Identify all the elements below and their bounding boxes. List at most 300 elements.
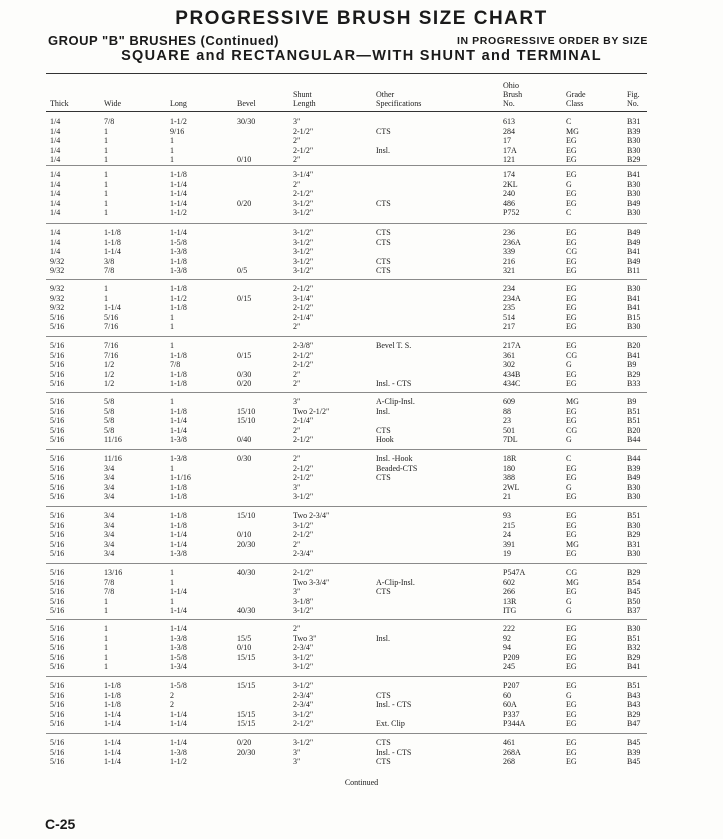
cell-long: 1 xyxy=(170,341,174,350)
cell-long: 1-3/8 xyxy=(170,435,187,444)
row-group xyxy=(48,341,648,389)
cell-long: 1 xyxy=(170,596,174,606)
cell-no: 321 xyxy=(503,266,515,275)
cell-long: 7/8 xyxy=(170,360,181,369)
cell-shunt: 2" xyxy=(293,322,301,331)
cell-thick: 1/4 xyxy=(50,247,61,256)
cell-no: 434B xyxy=(503,369,521,379)
cell-grade: EG xyxy=(566,520,577,530)
cell-shunt: 3-1/2" xyxy=(293,709,314,719)
cell-no: 434C xyxy=(503,379,521,388)
cell-spec: Insl. - CTS xyxy=(376,747,412,757)
cell-shunt: 2" xyxy=(293,136,301,145)
cell-thick: 1/4 xyxy=(50,170,61,179)
cell-grade: MG xyxy=(566,539,579,549)
cell-wide: 1 xyxy=(104,606,108,615)
cell-grade: EG xyxy=(566,312,577,322)
cell-thick: 5/16 xyxy=(50,633,65,643)
table-row xyxy=(48,146,648,156)
table-row xyxy=(48,568,648,578)
cell-spec: CTS xyxy=(376,228,391,237)
cell-wide: 1-1/8 xyxy=(104,237,121,247)
group-divider xyxy=(46,392,647,393)
table-row xyxy=(48,228,648,238)
cell-shunt: 2" xyxy=(293,539,301,549)
cell-thick: 5/16 xyxy=(50,624,65,633)
cell-thick: 5/16 xyxy=(50,425,65,435)
cell-spec: CTS xyxy=(376,256,391,266)
cell-shunt: 3-1/2" xyxy=(293,228,314,237)
table-row xyxy=(48,681,648,691)
cell-grade: EG xyxy=(566,341,577,350)
cell-bevel: 15/10 xyxy=(237,406,256,416)
table-row xyxy=(48,454,648,464)
cell-grade: CG xyxy=(566,350,578,360)
cell-long: 1-1/8 xyxy=(170,482,187,492)
cell-thick: 5/16 xyxy=(50,700,65,709)
cell-grade: EG xyxy=(566,136,577,145)
cell-no: 88 xyxy=(503,406,511,416)
cell-fig: B49 xyxy=(627,256,641,266)
table-row xyxy=(48,521,648,531)
cell-no: 391 xyxy=(503,539,515,549)
table-row xyxy=(48,313,648,323)
cell-long: 1-1/4 xyxy=(170,530,187,539)
cell-wide: 1 xyxy=(104,284,108,293)
table-row xyxy=(48,634,648,644)
cell-shunt: 2" xyxy=(293,379,301,388)
cell-shunt: 3-1/2" xyxy=(293,492,314,501)
table-row xyxy=(48,511,648,521)
cell-long: 1-5/8 xyxy=(170,681,187,690)
cell-long: 1-1/8 xyxy=(170,520,187,530)
table-row xyxy=(48,473,648,483)
cell-grade: EG xyxy=(566,587,577,596)
cell-thick: 5/16 xyxy=(50,520,65,530)
cell-shunt: 2-1/2" xyxy=(293,189,314,198)
cell-fig: B54 xyxy=(627,577,641,587)
cell-long: 1 xyxy=(170,397,174,406)
cell-no: 501 xyxy=(503,425,515,435)
cell-thick: 5/16 xyxy=(50,596,65,606)
cell-shunt: 2" xyxy=(293,155,301,164)
cell-bevel: 15/15 xyxy=(237,652,256,662)
cell-no: 302 xyxy=(503,360,515,369)
cell-grade: EG xyxy=(566,757,577,766)
cell-grade: CG xyxy=(566,425,578,435)
table-row xyxy=(48,284,648,294)
cell-no: 234A xyxy=(503,293,521,303)
cell-long: 1-1/4 xyxy=(170,228,187,237)
cell-wide: 1 xyxy=(104,126,108,136)
cell-fig: B30 xyxy=(627,322,641,331)
cell-thick: 5/16 xyxy=(50,379,65,388)
cell-wide: 1-1/4 xyxy=(104,719,121,728)
table-row xyxy=(48,416,648,426)
cell-fig: B29 xyxy=(627,369,641,379)
cell-grade: EG xyxy=(566,284,577,293)
cell-shunt: 2" xyxy=(293,369,301,379)
header-no-line1: Ohio xyxy=(503,81,519,90)
header-fig-line2: No. xyxy=(627,99,639,108)
cell-fig: B41 xyxy=(627,350,641,360)
table-row xyxy=(48,379,648,389)
cell-thick: 5/16 xyxy=(50,492,65,501)
cell-shunt: 3-1/2" xyxy=(293,266,314,275)
cell-wide: 1 xyxy=(104,198,108,208)
cell-no: 60A xyxy=(503,700,517,709)
cell-wide: 1-1/4 xyxy=(104,709,121,719)
cell-grade: CG xyxy=(566,568,578,577)
group-divider xyxy=(46,506,647,507)
cell-shunt: 3-1/2" xyxy=(293,198,314,208)
cell-shunt: 2-1/2" xyxy=(293,568,314,577)
cell-shunt: 2" xyxy=(293,624,301,633)
cell-wide: 1/2 xyxy=(104,379,115,388)
cell-no: 2KL xyxy=(503,179,518,189)
cell-fig: B30 xyxy=(627,189,641,198)
cell-long: 1 xyxy=(170,312,174,322)
cell-thick: 5/16 xyxy=(50,341,65,350)
cell-thick: 5/16 xyxy=(50,397,65,406)
cell-no: 240 xyxy=(503,189,515,198)
cell-thick: 5/16 xyxy=(50,643,65,652)
cell-fig: B31 xyxy=(627,117,641,126)
cell-fig: B43 xyxy=(627,690,641,700)
cell-no: 339 xyxy=(503,247,515,256)
cell-wide: 11/16 xyxy=(104,454,122,463)
cell-wide: 7/16 xyxy=(104,341,119,350)
cell-thick: 5/16 xyxy=(50,350,65,360)
cell-no: ITG xyxy=(503,606,517,615)
cell-bevel: 15/10 xyxy=(237,511,256,520)
cell-long: 1-1/4 xyxy=(170,738,187,747)
cell-grade: MG xyxy=(566,397,579,406)
cell-long: 1-1/8 xyxy=(170,511,187,520)
cell-fig: B47 xyxy=(627,719,641,728)
cell-long: 1-1/8 xyxy=(170,350,187,360)
header-long: Long xyxy=(170,99,187,108)
header-grade-line2: Class xyxy=(566,99,584,108)
header-shunt-line2: Length xyxy=(293,99,316,108)
cell-long: 2 xyxy=(170,690,174,700)
table-row xyxy=(48,247,648,257)
header-shunt xyxy=(293,90,316,108)
cell-thick: 5/16 xyxy=(50,435,65,444)
cell-fig: B49 xyxy=(627,198,641,208)
cell-bevel: 15/15 xyxy=(237,681,256,690)
cell-wide: 1 xyxy=(104,662,108,671)
cell-wide: 1-1/4 xyxy=(104,757,121,766)
cell-wide: 3/4 xyxy=(104,492,115,501)
cell-grade: C xyxy=(566,117,572,126)
cell-grade: EG xyxy=(566,709,577,719)
cell-thick: 5/16 xyxy=(50,416,65,425)
cell-bevel: 0/15 xyxy=(237,293,252,303)
cell-no: 215 xyxy=(503,520,515,530)
cell-long: 1-1/8 xyxy=(170,379,187,388)
cell-spec: CTS xyxy=(376,757,391,766)
cell-thick: 9/32 xyxy=(50,266,65,275)
cell-fig: B45 xyxy=(627,587,641,596)
cell-thick: 5/16 xyxy=(50,709,65,719)
cell-shunt: 3-1/8" xyxy=(293,596,314,606)
cell-no: 18R xyxy=(503,454,517,463)
cell-long: 1-1/4 xyxy=(170,189,187,198)
header-fig xyxy=(627,90,640,108)
cell-long: 1-1/4 xyxy=(170,624,187,633)
cell-bevel: 20/30 xyxy=(237,747,256,757)
cell-fig: B45 xyxy=(627,738,641,747)
cell-wide: 7/8 xyxy=(104,587,115,596)
table-row xyxy=(48,606,648,616)
table-row xyxy=(48,710,648,720)
cell-fig: B51 xyxy=(627,406,641,416)
table-row xyxy=(48,624,648,634)
cell-grade: C xyxy=(566,208,572,217)
cell-thick: 1/4 xyxy=(50,126,61,136)
cell-spec: CTS xyxy=(376,198,391,208)
cell-bevel: 0/20 xyxy=(237,738,252,747)
cell-long: 1-3/8 xyxy=(170,549,187,558)
cell-spec: CTS xyxy=(376,266,391,275)
cell-thick: 5/16 xyxy=(50,577,65,587)
cell-bevel: 0/10 xyxy=(237,530,252,539)
cell-bevel: 0/10 xyxy=(237,643,252,652)
cell-wide: 3/4 xyxy=(104,530,115,539)
cell-shunt: 2-1/2" xyxy=(293,145,314,155)
cell-fig: B41 xyxy=(627,293,641,303)
cell-thick: 5/16 xyxy=(50,511,65,520)
cell-thick: 5/16 xyxy=(50,482,65,492)
table-row xyxy=(48,322,648,332)
cell-shunt: 2-1/4" xyxy=(293,312,314,322)
cell-thick: 1/4 xyxy=(50,136,61,145)
cell-no: P344A xyxy=(503,719,526,728)
cell-thick: 5/16 xyxy=(50,587,65,596)
table-row xyxy=(48,578,648,588)
cell-grade: EG xyxy=(566,379,577,388)
cell-grade: EG xyxy=(566,511,577,520)
cell-long: 1-1/4 xyxy=(170,719,187,728)
cell-fig: B41 xyxy=(627,170,641,179)
cell-fig: B30 xyxy=(627,520,641,530)
cell-thick: 9/32 xyxy=(50,303,65,312)
cell-grade: EG xyxy=(566,738,577,747)
cell-grade: EG xyxy=(566,662,577,671)
cell-fig: B29 xyxy=(627,652,641,662)
table-row xyxy=(48,738,648,748)
cell-shunt: 2-1/2" xyxy=(293,350,314,360)
cell-no: 361 xyxy=(503,350,515,360)
cell-shunt: Two 2-1/2" xyxy=(293,406,330,416)
cell-shunt: 3" xyxy=(293,397,301,406)
cell-fig: B30 xyxy=(627,549,641,558)
cell-thick: 5/16 xyxy=(50,360,65,369)
cell-long: 1-1/4 xyxy=(170,179,187,189)
cell-grade: G xyxy=(566,360,572,369)
table-row xyxy=(48,691,648,701)
cell-wide: 7/8 xyxy=(104,577,115,587)
table-row xyxy=(48,360,648,370)
cell-wide: 3/4 xyxy=(104,482,115,492)
cell-no: 236 xyxy=(503,228,515,237)
cell-thick: 5/16 xyxy=(50,549,65,558)
cell-shunt: 2-1/2" xyxy=(293,126,314,136)
cell-shunt: 2-1/2" xyxy=(293,530,314,539)
cell-no: 21 xyxy=(503,492,511,501)
cell-grade: EG xyxy=(566,492,577,501)
cell-no: 121 xyxy=(503,155,515,164)
cell-shunt: 3-1/2" xyxy=(293,237,314,247)
cell-shunt: 3-1/4" xyxy=(293,170,314,179)
header-bottom-rule xyxy=(46,111,647,112)
table-row xyxy=(48,303,648,313)
row-group xyxy=(48,454,648,502)
cell-grade: EG xyxy=(566,747,577,757)
cell-fig: B44 xyxy=(627,454,641,463)
header-fig-line1: Fig. xyxy=(627,90,640,99)
cell-no: 284 xyxy=(503,126,515,136)
cell-no: 13R xyxy=(503,596,517,606)
cell-no: 17A xyxy=(503,145,517,155)
table-row xyxy=(48,341,648,351)
cell-shunt: 2-1/2" xyxy=(293,303,314,312)
cell-grade: MG xyxy=(566,577,579,587)
cell-grade: EG xyxy=(566,406,577,416)
cell-shunt: 3-1/2" xyxy=(293,520,314,530)
cell-long: 9/16 xyxy=(170,126,185,136)
cell-thick: 9/32 xyxy=(50,256,65,266)
cell-wide: 1 xyxy=(104,633,108,643)
cell-wide: 3/4 xyxy=(104,520,115,530)
table-row xyxy=(48,257,648,267)
cell-wide: 1 xyxy=(104,624,108,633)
cell-long: 1-3/8 xyxy=(170,633,187,643)
header-grade xyxy=(566,90,586,108)
cell-thick: 5/16 xyxy=(50,652,65,662)
cell-shunt: 2" xyxy=(293,425,301,435)
cell-shunt: 3-1/4" xyxy=(293,293,314,303)
cell-bevel: 15/10 xyxy=(237,416,256,425)
cell-thick: 9/32 xyxy=(50,284,65,293)
group-divider xyxy=(46,733,647,734)
cell-fig: B39 xyxy=(627,126,641,136)
group-subtitle: GROUP "B" BRUSHES (Continued) xyxy=(48,33,279,48)
cell-spec: CTS xyxy=(376,587,391,596)
cell-fig: B30 xyxy=(627,145,641,155)
cell-long: 1-1/8 xyxy=(170,256,187,266)
table-row xyxy=(48,435,648,445)
shape-subtitle: SQUARE and RECTANGULAR—WITH SHUNT and TERMINAL xyxy=(121,48,602,64)
cell-wide: 1-1/4 xyxy=(104,303,121,312)
cell-spec: Insl. xyxy=(376,406,390,416)
cell-fig: B20 xyxy=(627,425,641,435)
table-row xyxy=(48,719,648,729)
cell-thick: 5/16 xyxy=(50,463,65,473)
cell-grade: C xyxy=(566,454,572,463)
table-row xyxy=(48,294,648,304)
cell-fig: B51 xyxy=(627,633,641,643)
cell-no: P337 xyxy=(503,709,520,719)
cell-fig: B45 xyxy=(627,757,641,766)
group-divider xyxy=(46,165,647,166)
header-spec-line1: Other xyxy=(376,90,395,99)
row-group xyxy=(48,624,648,672)
cell-no: 93 xyxy=(503,511,511,520)
cell-shunt: 2-1/2" xyxy=(293,284,314,293)
cell-thick: 1/4 xyxy=(50,208,61,217)
table-row xyxy=(48,662,648,672)
cell-grade: EG xyxy=(566,633,577,643)
cell-long: 1-1/2 xyxy=(170,117,187,126)
cell-fig: B30 xyxy=(627,179,641,189)
cell-no: 23 xyxy=(503,416,511,425)
cell-wide: 7/16 xyxy=(104,322,119,331)
cell-long: 1 xyxy=(170,322,174,331)
table-row xyxy=(48,653,648,663)
cell-bevel: 30/30 xyxy=(237,117,256,126)
cell-fig: B29 xyxy=(627,530,641,539)
cell-wide: 1-1/4 xyxy=(104,747,121,757)
cell-thick: 5/16 xyxy=(50,690,65,700)
table-row xyxy=(48,351,648,361)
cell-wide: 5/8 xyxy=(104,397,115,406)
cell-long: 1 xyxy=(170,568,174,577)
cell-fig: B15 xyxy=(627,312,641,322)
group-divider xyxy=(46,619,647,620)
cell-no: 514 xyxy=(503,312,515,322)
cell-thick: 1/4 xyxy=(50,179,61,189)
header-no-line3: No. xyxy=(503,99,515,108)
cell-no: P752 xyxy=(503,208,520,217)
cell-wide: 1-1/8 xyxy=(104,681,121,690)
cell-shunt: 3" xyxy=(293,117,301,126)
cell-thick: 5/16 xyxy=(50,738,65,747)
cell-long: 1-1/4 xyxy=(170,425,187,435)
cell-shunt: Two 3-3/4" xyxy=(293,577,330,587)
cell-wide: 1 xyxy=(104,179,108,189)
cell-long: 1-1/8 xyxy=(170,284,187,293)
table-row xyxy=(48,464,648,474)
cell-wide: 3/4 xyxy=(104,511,115,520)
cell-thick: 5/16 xyxy=(50,406,65,416)
cell-wide: 1 xyxy=(104,643,108,652)
table-row xyxy=(48,397,648,407)
cell-no: 17 xyxy=(503,136,511,145)
cell-fig: B49 xyxy=(627,237,641,247)
cell-grade: G xyxy=(566,606,572,615)
cell-fig: B50 xyxy=(627,596,641,606)
cell-grade: EG xyxy=(566,643,577,652)
cell-spec: Insl. xyxy=(376,633,390,643)
cell-bevel: 0/30 xyxy=(237,369,252,379)
cell-fig: B11 xyxy=(627,266,641,275)
table-row xyxy=(48,170,648,180)
cell-no: 7DL xyxy=(503,435,518,444)
cell-no: 235 xyxy=(503,303,515,312)
cell-grade: EG xyxy=(566,322,577,331)
cell-grade: EG xyxy=(566,228,577,237)
cell-thick: 5/16 xyxy=(50,454,65,463)
header-brush-no xyxy=(503,81,522,108)
cell-wide: 7/8 xyxy=(104,266,115,275)
cell-spec: CTS xyxy=(376,126,391,136)
cell-shunt: 2-3/4" xyxy=(293,643,314,652)
cell-no: 174 xyxy=(503,170,515,179)
cell-no: 245 xyxy=(503,662,515,671)
cell-shunt: 3" xyxy=(293,587,301,596)
